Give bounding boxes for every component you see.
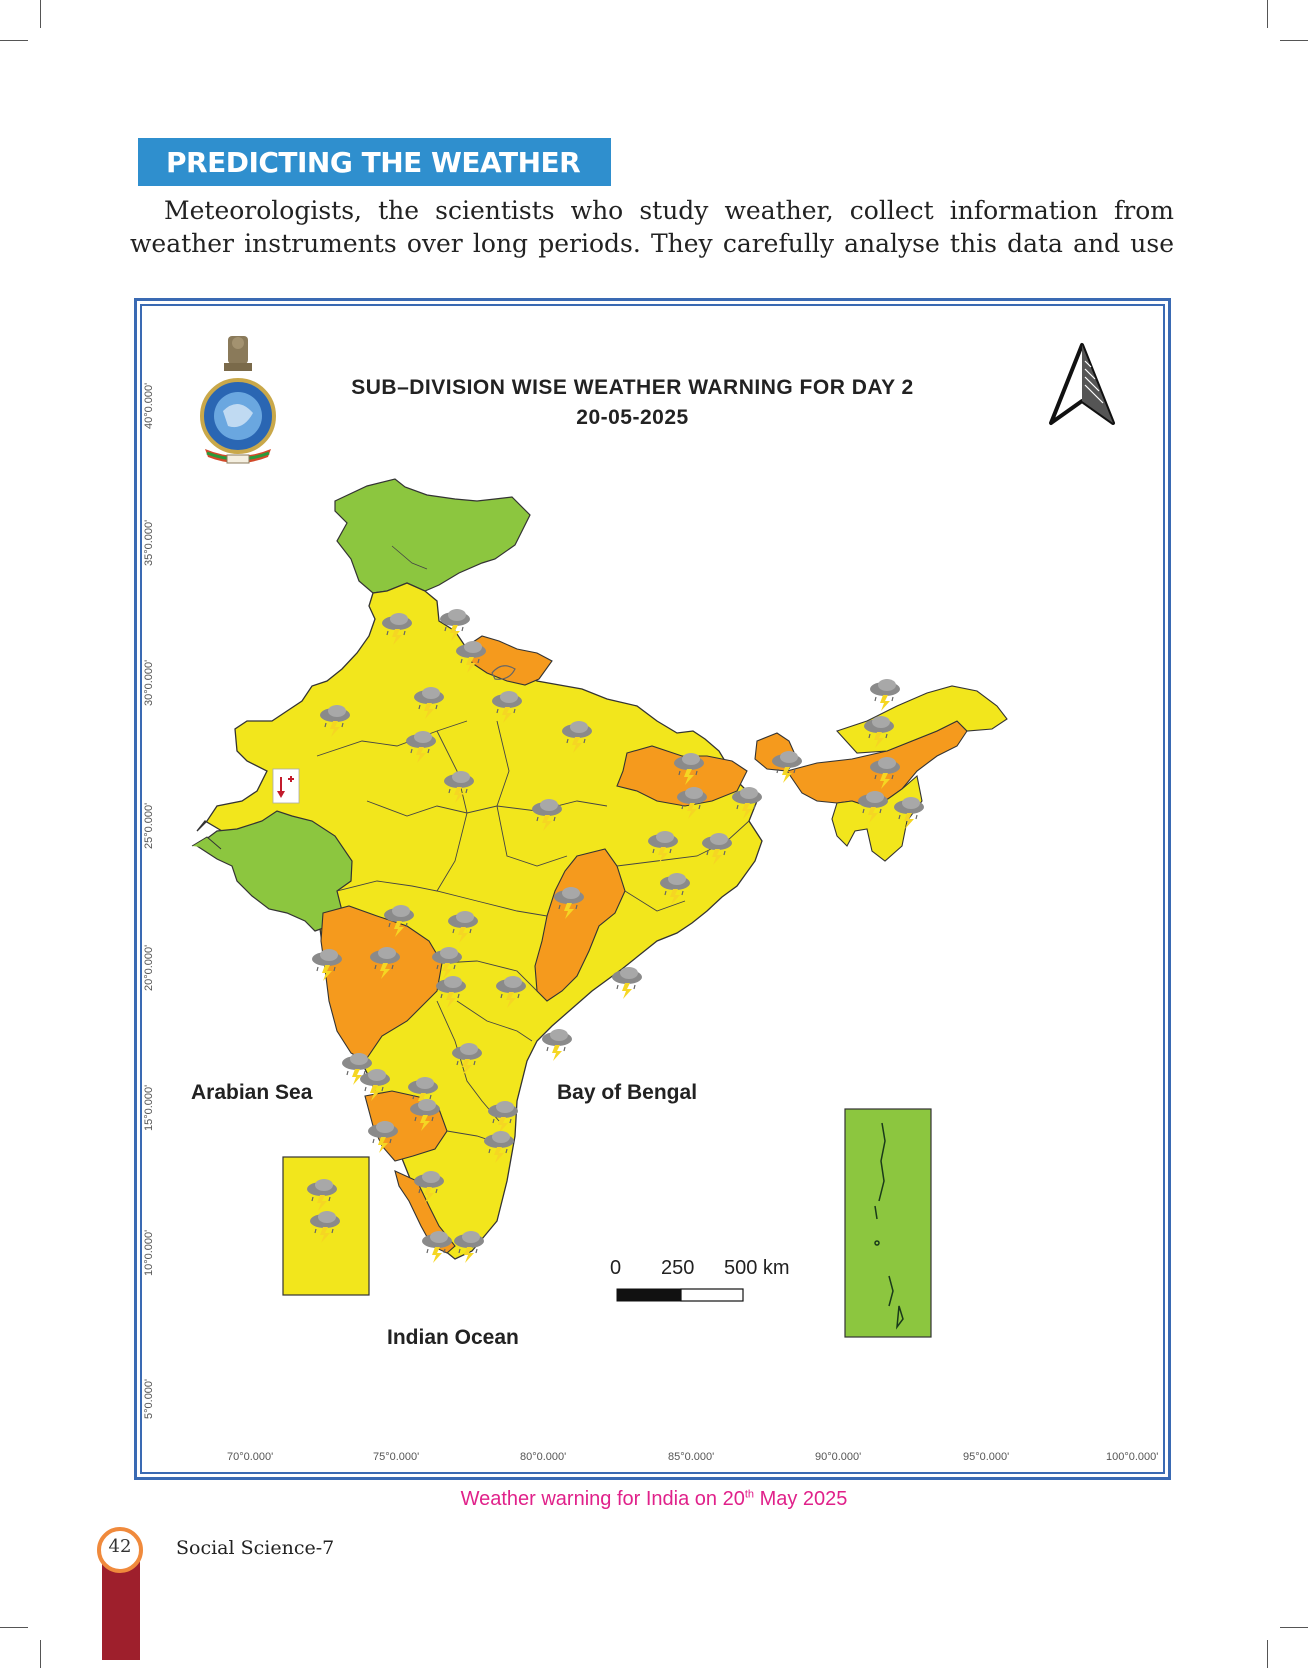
label-bay-of-bengal: Bay of Bengal	[557, 1081, 698, 1104]
intro-line-2: weather instruments over long periods. They carefully analyse this data and use	[130, 229, 1174, 258]
region-jammu-kashmir	[335, 479, 530, 593]
caption-sup: th	[744, 1488, 755, 1501]
crop-mark	[0, 40, 28, 41]
longitude-label: 75°0.000'	[373, 1451, 420, 1463]
region-yellow-mainland	[197, 583, 762, 1259]
latitude-label: 10°0.000'	[143, 1229, 155, 1276]
longitude-label: 100°0.000'	[1106, 1451, 1159, 1463]
latitude-label: 35°0.000'	[143, 519, 155, 566]
longitude-label: 95°0.000'	[963, 1451, 1010, 1463]
scale-label-zero: 0	[610, 1257, 622, 1279]
crop-mark	[1267, 0, 1268, 28]
latitude-label: 25°0.000'	[143, 802, 155, 849]
crop-mark	[0, 1627, 28, 1628]
intro-line-1: Meteorologists, the scientists who study weather, collect information from	[164, 196, 1174, 225]
crop-mark	[1280, 40, 1308, 41]
section-heading-text: PREDICTING THE WEATHER	[166, 146, 581, 179]
heatwave-icon	[273, 769, 299, 803]
crop-mark	[40, 1640, 41, 1668]
map-title-line-1: SUB–DIVISION WISE WEATHER WARNING FOR DAY 2	[351, 376, 914, 399]
crop-mark	[1280, 1627, 1308, 1628]
caption-prefix: Weather warning for India on 20	[460, 1488, 745, 1510]
longitude-label: 70°0.000'	[227, 1451, 274, 1463]
scale-bar	[617, 1289, 743, 1301]
caption-suffix: May 2025	[754, 1488, 848, 1510]
inset-andaman	[845, 1109, 931, 1337]
longitude-label: 85°0.000'	[668, 1451, 715, 1463]
section-heading	[138, 138, 611, 186]
page-number: 42	[108, 1536, 132, 1557]
crop-mark	[40, 0, 41, 28]
thunderstorm-icon	[542, 1029, 572, 1061]
book-title: Social Science-7	[176, 1537, 335, 1559]
latitude-label: 15°0.000'	[143, 1084, 155, 1131]
label-arabian-sea: Arabian Sea	[191, 1081, 313, 1104]
figure-caption	[0, 1488, 1308, 1511]
longitude-label: 90°0.000'	[815, 1451, 862, 1463]
weather-map	[134, 298, 1171, 1480]
scale-label-end: 500 km	[724, 1257, 790, 1279]
label-indian-ocean: Indian Ocean	[387, 1326, 519, 1349]
india-map	[137, 301, 1168, 1477]
latitude-label: 20°0.000'	[143, 944, 155, 991]
crop-mark	[1267, 1640, 1268, 1668]
latitude-label: 30°0.000'	[143, 659, 155, 706]
latitude-label: 40°0.000'	[143, 382, 155, 429]
map-title-line-2: 20-05-2025	[576, 406, 689, 429]
scale-label-mid: 250	[661, 1257, 695, 1279]
longitude-label: 80°0.000'	[520, 1451, 567, 1463]
latitude-label: 5°0.000'	[143, 1378, 155, 1419]
